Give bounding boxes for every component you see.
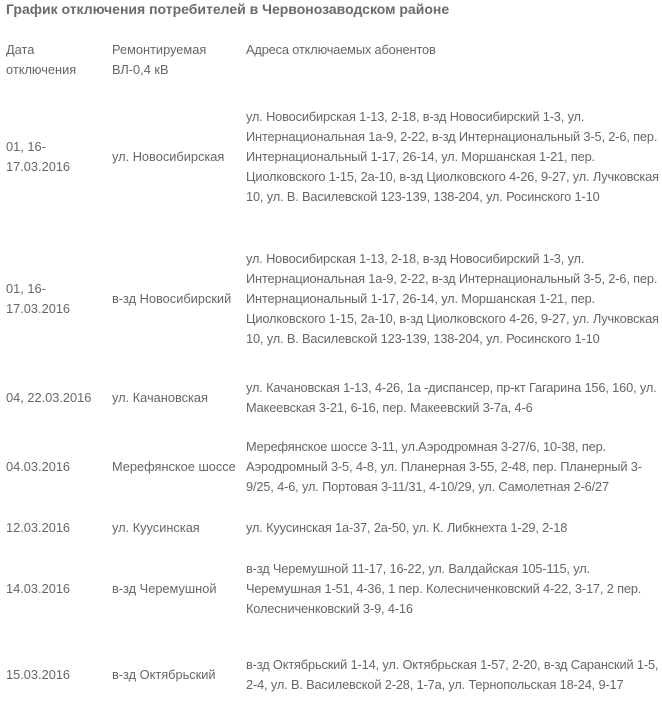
table-row — [0, 86, 662, 228]
table-row — [0, 426, 662, 508]
row-addresses: ул. Новосибирская 1-13, 2-18, в-зд Новосибирский 1-3, ул. Интернациональная 1а-9, 2-22, в-зд Интернациональный 3-5, 2-6, пер. Интернациональный 1-17, 26-14, ул. Моршанская 1-21, пер. Циолковского 1-15, 2а-10, в-зд Циолковского 4-26, 9-27, ул. Лучковская 10, ул. В. Василевской 123-139, 138-204, ул. Росинского 1-10 — [246, 109, 659, 204]
row-line: ул. Куусинская — [112, 520, 200, 535]
row-addresses: в-зд Октябрьский 1-14, ул. Октябрьская 1-57, 2-20, в-зд Саранский 1-5, 2-4, ул. В. Василевской 2-28, 1-7а, ул. Тернопольская 18-24, 9-17 — [246, 657, 659, 692]
table-row — [0, 508, 662, 548]
row-date: 01, 16-17.03.2016 — [6, 281, 71, 316]
row-line: ул. Качановская — [112, 390, 208, 405]
header-date: Дата отключения — [6, 42, 77, 77]
row-addresses: в-зд Черемушной 11-17, 16-22, ул. Валдайская 105-115, ул. Черемушная 1-51, 4-36, 1 пер. Колесниченковский 4-22, 3-17, 2 пер. Колесниченковский 3-9, 4-16 — [246, 561, 642, 616]
row-date: 15.03.2016 — [6, 667, 71, 682]
row-line: в-зд Новосибирский — [112, 291, 232, 306]
row-date: 12.03.2016 — [6, 520, 71, 535]
header-addresses: Адреса отключаемых абонентов — [246, 42, 436, 57]
page-title: График отключения потребителей в Червонозаводском районе — [6, 1, 450, 17]
row-line: в-зд Черемушной — [112, 581, 217, 596]
row-addresses: Мерефянское шоссе 3-11, ул.Аэродромная 3-27/6, 10-38, пер. Аэродромный 3-5, 4-8, ул. Планерная 3-55, 2-48, пер. Планерный 3-9/25, 4-6, ул. Портовая 3-11/31, 4-10/29, ул. Самолетная 2-6/27 — [246, 439, 642, 494]
outage-schedule-table — [0, 36, 662, 720]
row-date: 04.03.2016 — [6, 459, 71, 474]
row-date: 01, 16-17.03.2016 — [6, 139, 71, 174]
row-addresses: ул. Новосибирская 1-13, 2-18, в-зд Новосибирский 1-3, ул. Интернациональная 1а-9, 2-22, в-зд Интернациональный 3-5, 2-6, пер. Интернациональный 1-17, 26-14, ул. Моршанская 1-21, пер. Циолковского 1-15, 2а-10, в-зд Циолковского 4-26, 9-27, ул. Лучковская 10, ул. В. Василевской 123-139, 138-204, ул. Росинского 1-10 — [246, 251, 659, 346]
row-addresses: ул. Куусинская 1а-37, 2а-50, ул. К. Либкнехта 1-29, 2-18 — [246, 520, 568, 535]
row-line: ул. Новосибирская — [112, 149, 225, 164]
row-addresses: ул. Качановская 1-13, 4-26, 1а -диспансер, пр-кт Гагарина 156, 160, ул. Макеевская 3-21, 6-16, пер. Макеевский 3-7а, 4-6 — [246, 380, 657, 415]
table-row — [0, 228, 662, 370]
row-line: в-зд Октябрьский — [112, 667, 216, 682]
table-row — [0, 548, 662, 630]
header-line: Ремонтируемая ВЛ-0,4 кВ — [112, 42, 207, 77]
table-header-row — [0, 36, 662, 86]
table-row — [0, 370, 662, 426]
row-date: 04, 22.03.2016 — [6, 390, 92, 405]
row-date: 14.03.2016 — [6, 581, 71, 596]
table-row — [0, 630, 662, 720]
row-line: Мерефянское шоссе — [112, 459, 236, 474]
